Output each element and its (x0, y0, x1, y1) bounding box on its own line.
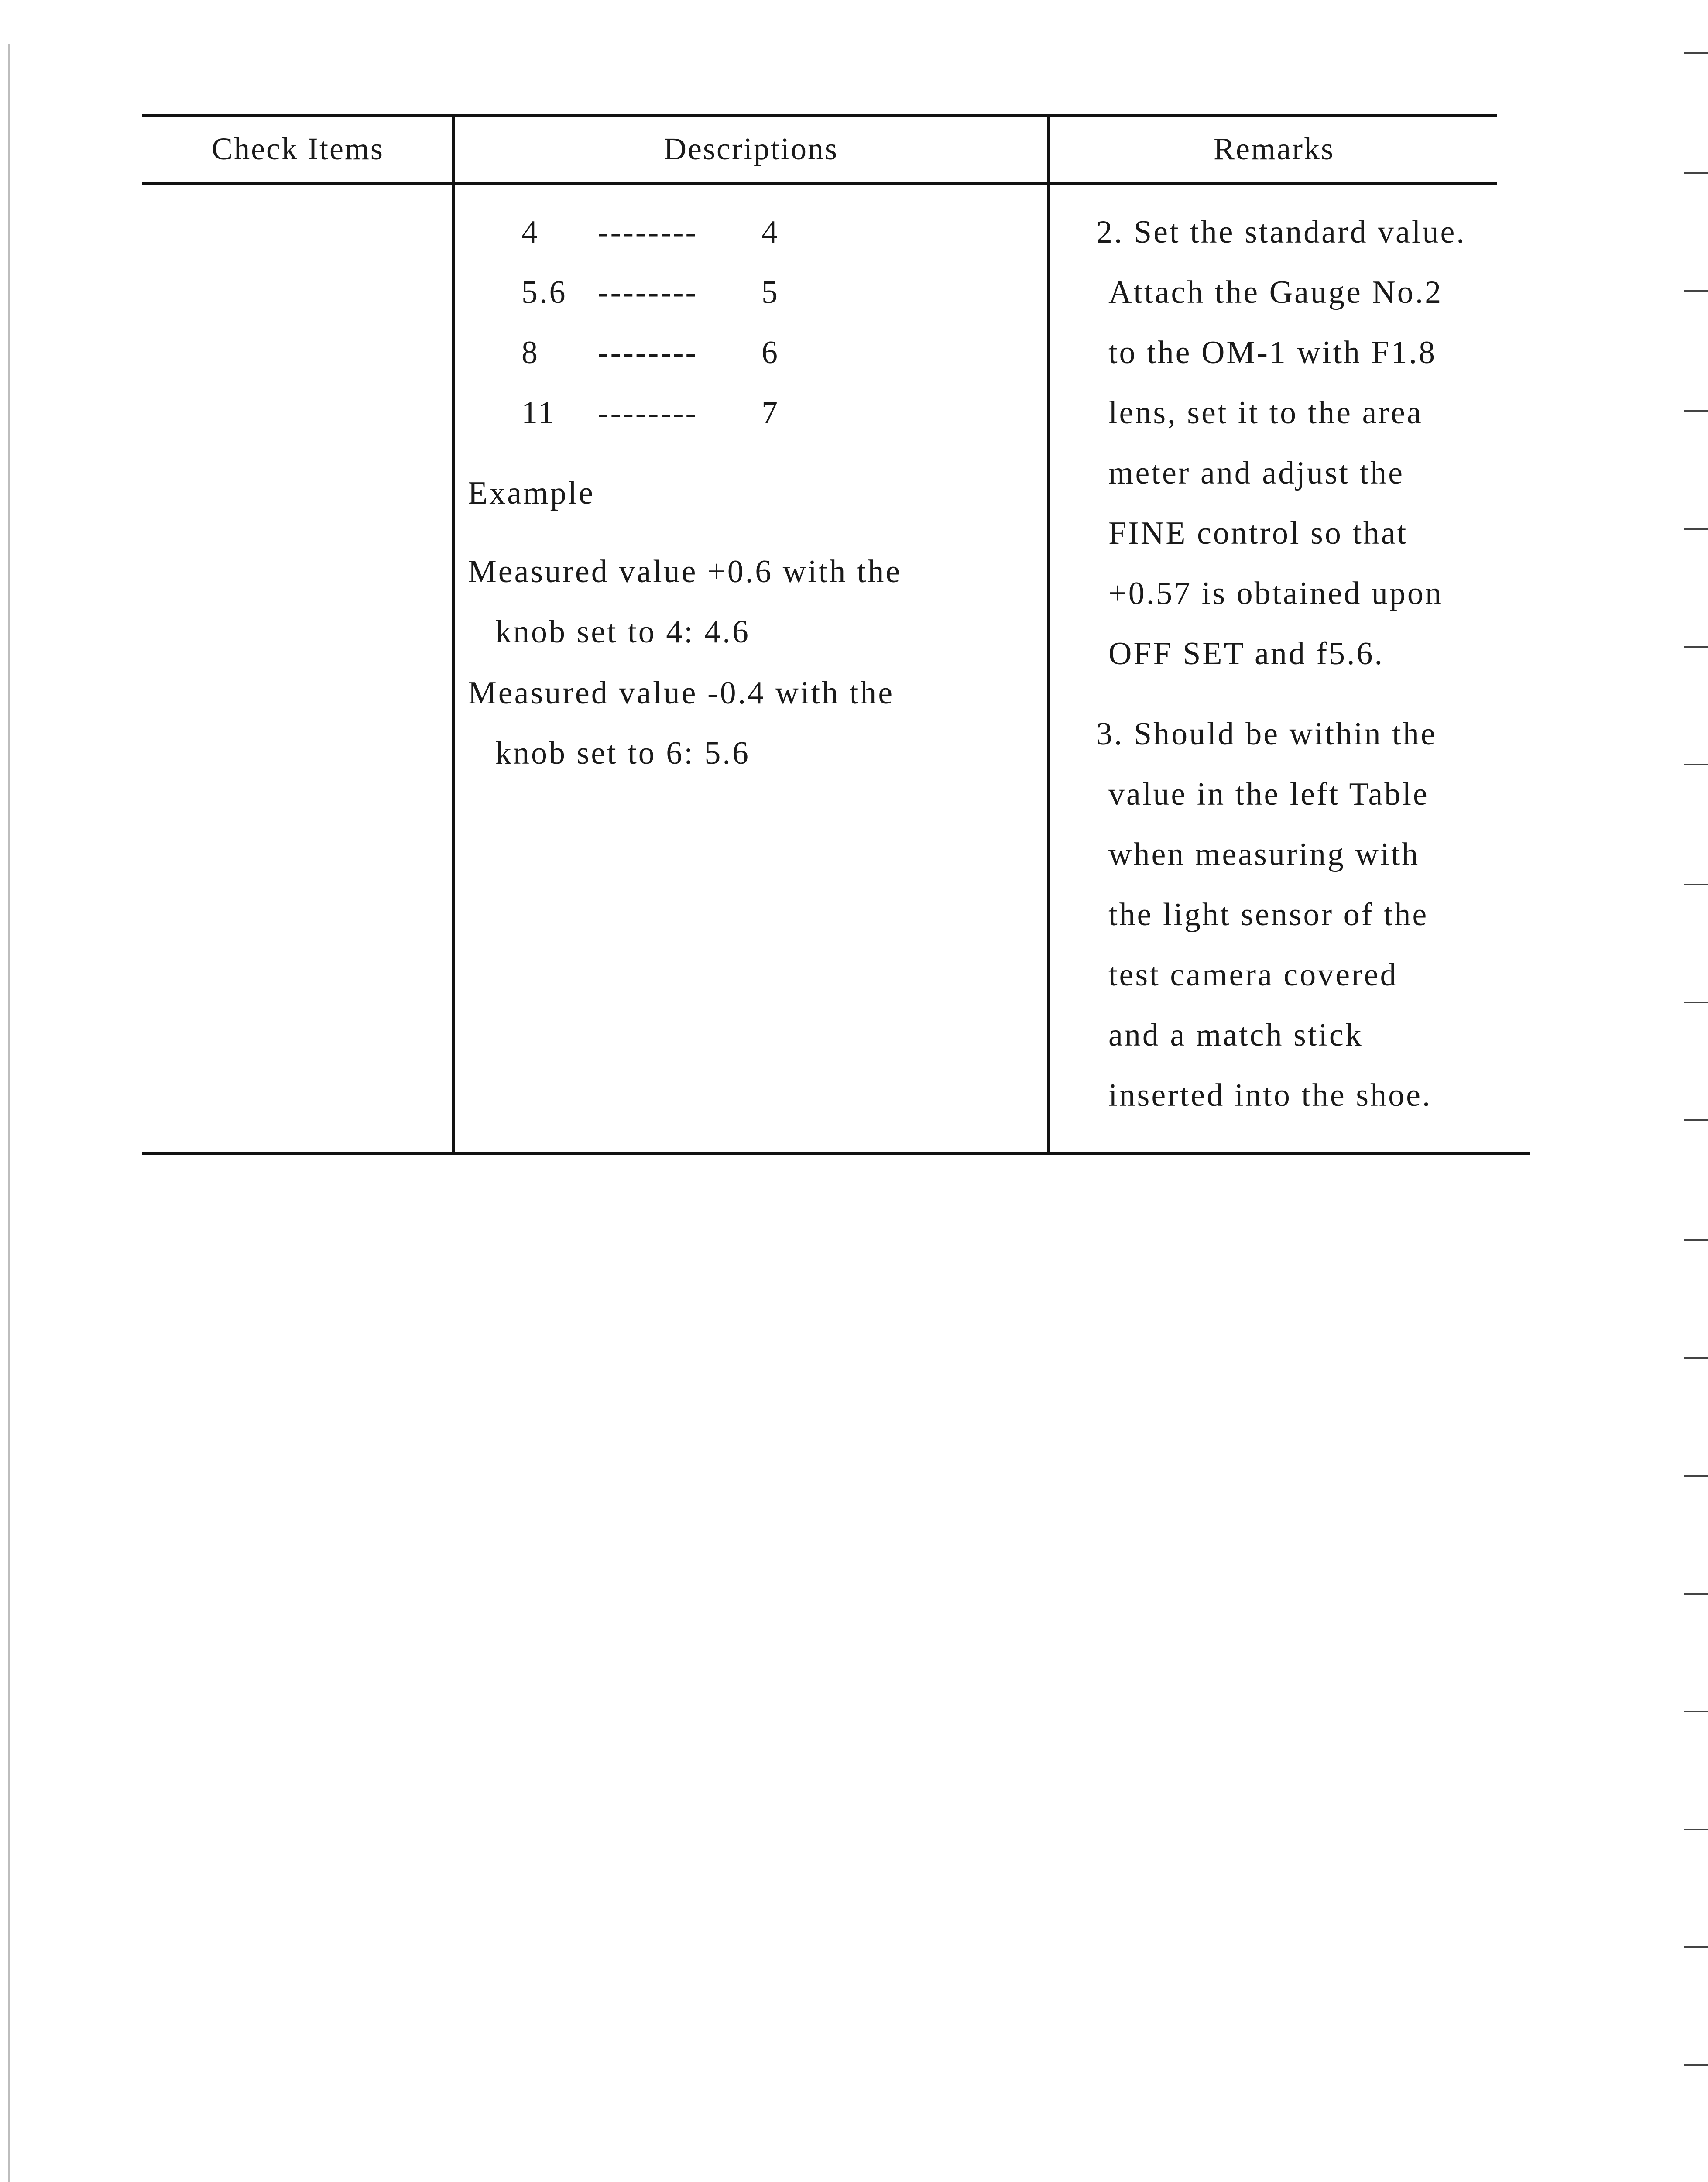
example-line: knob set to 6: 5.6 (495, 735, 750, 771)
knob-setting: 7 (761, 395, 779, 431)
edge-tick (1684, 1711, 1708, 1712)
remark-line: value in the left Table (1108, 776, 1429, 812)
edge-tick (1684, 1119, 1708, 1121)
remark-line: OFF SET and f5.6. (1108, 636, 1384, 672)
edge-tick (1684, 290, 1708, 292)
edge-tick (1684, 528, 1708, 530)
edge-tick (1684, 172, 1708, 174)
aperture-value: 4 (521, 214, 539, 250)
aperture-value: 11 (521, 395, 556, 431)
remark-line: to the OM-1 with F1.8 (1108, 335, 1437, 371)
aperture-value: 5.6 (521, 274, 567, 310)
edge-tick (1684, 1239, 1708, 1241)
remark-line: Attach the Gauge No.2 (1108, 274, 1443, 310)
binding-edge (8, 44, 10, 2182)
example-heading: Example (468, 475, 595, 511)
edge-tick (1684, 52, 1708, 54)
table-top-rule (142, 114, 1497, 117)
edge-tick (1684, 1357, 1708, 1359)
dash-leader: -------- (598, 335, 698, 371)
column-divider-2 (1047, 116, 1050, 1154)
header-descriptions: Descriptions (664, 131, 838, 166)
remark-line: and a match stick (1108, 1017, 1363, 1053)
edge-tick (1684, 1593, 1708, 1595)
header-remarks: Remarks (1214, 131, 1334, 166)
edge-tick (1684, 410, 1708, 412)
example-line: Measured value +0.6 with the (468, 554, 902, 590)
example-line: knob set to 4: 4.6 (495, 614, 750, 650)
remark-line: lens, set it to the area (1108, 395, 1423, 431)
header-check-items: Check Items (212, 131, 384, 166)
dash-leader: -------- (598, 214, 698, 250)
remark-line: FINE control so that (1108, 515, 1408, 551)
edge-tick (1684, 884, 1708, 885)
remark-line: meter and adjust the (1108, 455, 1404, 491)
remark-line: +0.57 is obtained upon (1108, 576, 1443, 611)
remark-line: inserted into the shoe. (1108, 1077, 1432, 1113)
edge-tick (1684, 646, 1708, 648)
edge-tick (1684, 2064, 1708, 2066)
dash-leader: -------- (598, 274, 698, 310)
edge-tick (1684, 1829, 1708, 1830)
edge-tick (1684, 1475, 1708, 1477)
example-line: Measured value -0.4 with the (468, 675, 895, 711)
aperture-value: 8 (521, 335, 539, 371)
knob-setting: 6 (761, 335, 779, 371)
edge-tick (1684, 764, 1708, 765)
dash-leader: -------- (598, 395, 698, 431)
table-bottom-rule (142, 1152, 1530, 1155)
remark-line: test camera covered (1108, 957, 1398, 993)
column-divider-1 (452, 116, 455, 1154)
edge-tick (1684, 1002, 1708, 1003)
edge-tick (1684, 1946, 1708, 1948)
knob-setting: 4 (761, 214, 779, 250)
remark-line: when measuring with (1108, 837, 1420, 872)
remark-line: 2. Set the standard value. (1096, 214, 1466, 250)
remark-line: the light sensor of the (1108, 897, 1429, 933)
remark-line: 3. Should be within the (1096, 716, 1437, 752)
header-bottom-rule (142, 182, 1497, 185)
knob-setting: 5 (761, 274, 779, 310)
